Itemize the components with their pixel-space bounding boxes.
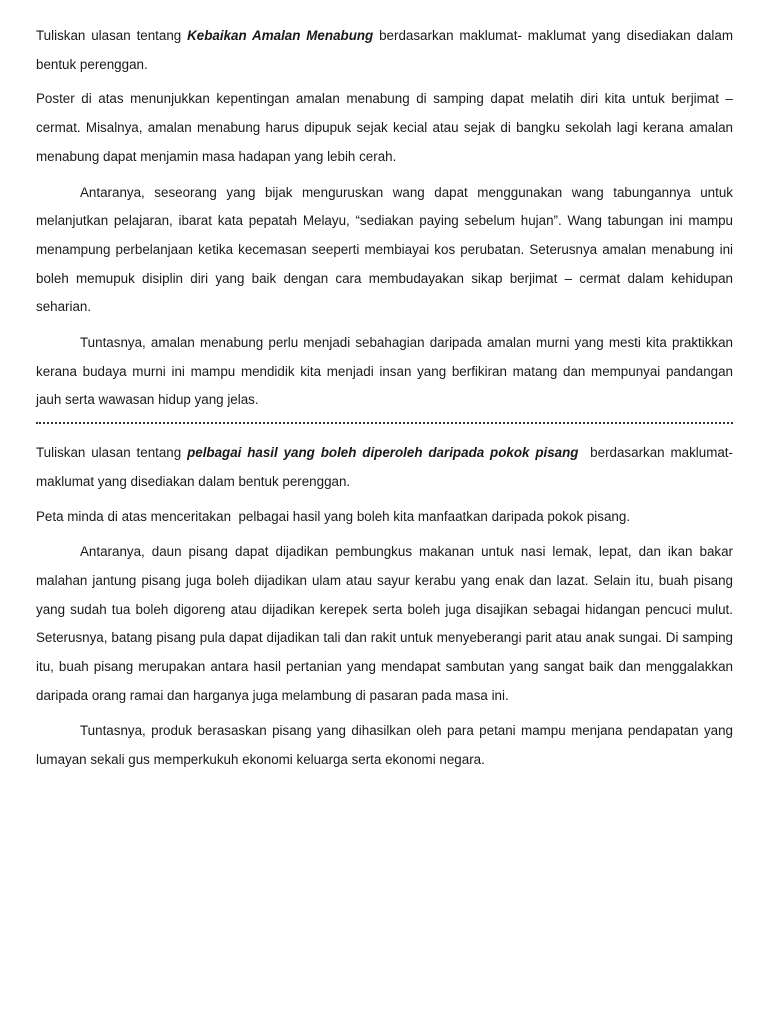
section2-intro-paragraph: Peta minda di atas menceritakan pelbagai hasil yang boleh kita manfaatkan daripada pokok pisang.: [36, 508, 631, 524]
section1-conclusion-paragraph: Tuntasnya, amalan menabung perlu menjadi sebahagian daripada amalan murni yang mesti kita praktikkan kerana budaya murni ini mampu mendidik kita menjadi insan yang berfikiran matang dan mempunyai pandangan jauh serta wawasan hidup yang jelas.: [36, 335, 733, 408]
document-page: [36, 22, 733, 782]
section1-body-paragraph: Antaranya, seseorang yang bijak menguruskan wang dapat menggunakan wang tabungannya untuk melanjutkan pelajaran, ibarat kata pepatah Melayu, “sediakan paying sebelum hujan”. Wang tabungan ini mampu menampung perbelanjaan ketika kecemasan seeperti membiayai kos perubatan. Seterusnya amalan menabung ini boleh memupuk disiplin diri yang baik dengan cara membudayakan sikap berjimat – cermat dalam kehidupan seharian.: [36, 184, 733, 315]
section1-prompt-topic: Kebaikan Amalan Menabung: [187, 28, 374, 43]
section2-body-paragraph: Antaranya, daun pisang dapat dijadikan pembungkus makanan untuk nasi lemak, lepat, dan ikan bakar malahan jantung pisang juga boleh dijadikan ulam atau sayur kerabu yang enak dan lazat. Selain itu, buah pisang yang sudah tua boleh digoreng atau dijadikan kerepek serta boleh juga disajikan sebagai hidangan pencuci mulut. Seterusnya, batang pisang pula dapat dijadikan tali dan rakit untuk menyeberangi parit atau anak sungai. Di samping itu, buah pisang merupakan antara hasil pertanian yang mendapat sambutan yang sangat baik dan menggalakkan daripada orang ramai dan harganya juga melambung di pasaran pada masa ini.: [36, 544, 733, 703]
section2-prompt-after: berdasarkan maklumat-maklumat yang disediakan dalam bentuk perenggan.: [36, 445, 733, 489]
dotted-divider: [36, 422, 733, 425]
section2-prompt: [36, 439, 733, 496]
section2-prompt-before: Tuliskan ulasan tentang: [36, 445, 188, 461]
section1-intro-paragraph: Poster di atas menunjukkan kepentingan amalan menabung di samping dapat melatih diri kita untuk berjimat – cermat. Misalnya, amalan menabung harus dipupuk sejak kecial atau sejak di bangku sekolah lagi kerana amalan menabung dapat menjamin masa hadapan yang lebih cerah.: [36, 91, 733, 164]
section1-prompt-after: berdasarkan maklumat- maklumat yang disediakan dalam bentuk perenggan.: [36, 28, 733, 72]
section2-conclusion-paragraph: Tuntasnya, produk berasaskan pisang yang dihasilkan oleh para petani mampu menjana pendapatan yang lumayan sekali gus memperkukuh ekonomi keluarga serta ekonomi negara.: [36, 723, 733, 768]
section2-prompt-topic: pelbagai hasil yang boleh diperoleh daripada pokok pisang: [187, 445, 579, 461]
section1-prompt: [36, 22, 733, 79]
section1-prompt-before: Tuliskan ulasan tentang: [36, 28, 188, 43]
